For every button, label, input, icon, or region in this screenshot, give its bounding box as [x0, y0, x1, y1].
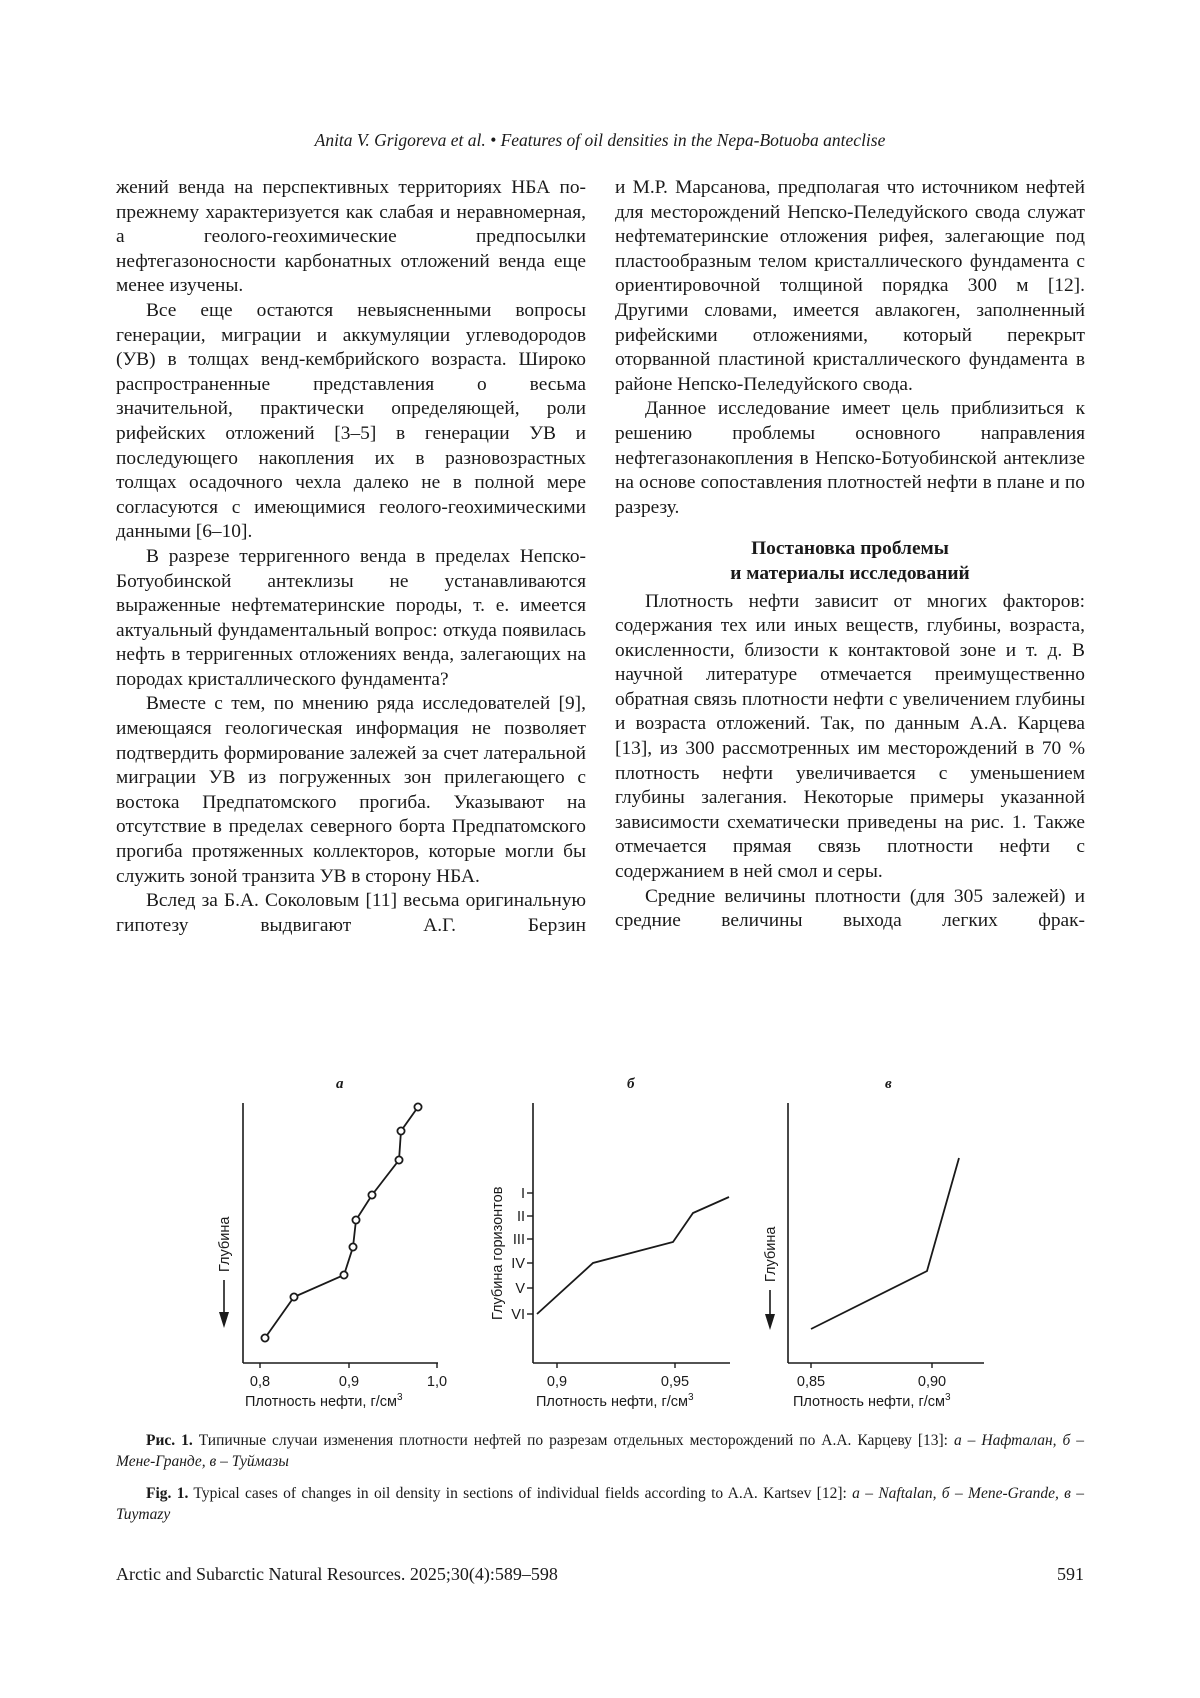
x-axis-title: Плотность нефти, $г/см^3$: [793, 1392, 951, 1410]
y-tick-label: VI: [511, 1307, 525, 1323]
panel-label-b: б: [627, 1076, 635, 1092]
caption-label: Fig. 1.: [146, 1485, 189, 1502]
x-tick-label: 0,90: [917, 1374, 947, 1390]
series-line-tuymazy: [811, 1158, 959, 1329]
caption-items: а – Нафталан, б – Мене-Гранде, в – Туймазы: [116, 1432, 1085, 1470]
figure-1: [0, 1060, 1200, 1430]
x-tick-label: 0,9: [338, 1374, 360, 1390]
figure-caption-ru: [116, 1430, 1084, 1472]
paragraph: Все еще остаются невыясненными вопросы генерации, миграции и аккумуляции углеводородов (УВ) в толщах венд-кембрийского возраста. Широко распространенные представления о весьма значительной, практически определяющей, роли рифейских отложений [3–5] в генерации УВ и последующего накопления их в разновозрастных толщах осадочного чехла далеко не в полной мере согласуются с имеющимися геолого-геохимическими данными [6–10].: [116, 299, 586, 543]
caption-items: а – Naftalan, б – Mene-Grande, в – Tuymazy: [116, 1485, 1084, 1523]
paragraph: Вслед за Б.А. Соколовым [11] весьма оригинальную гипотезу выдвигают А.Г. Берзин: [116, 890, 586, 936]
caption-text: Типичные случаи изменения плотности нефтей по разрезам отдельных месторождений по А.А. Карцеву [13]:: [192, 1432, 954, 1449]
paragraph: и М.Р. Марсанова, предполагая что источником нефтей для месторождений Непско-Пеледуйского свода служат нефтематеринские отложения рифея, залегающие под пластообразным телом кристаллического фундамента с ориентировочной толщиной порядка 300 м [12]. Другими словами, имеется авлакоген, заполненный рифейскими отложениями, который перекрыт оторванной пластиной кристаллического фундамента в районе Непско-Пеледуйского свода.: [615, 177, 1085, 395]
x-axis-title: Плотность нефти, $г/см^3$: [536, 1392, 694, 1410]
caption-label: Рис. 1.: [146, 1432, 193, 1449]
panel-label-v: в: [885, 1076, 892, 1092]
caption-text: Typical cases of changes in oil density in sections of individual fields according to A.A. Kartsev [12]:: [188, 1485, 853, 1502]
section-heading: [615, 537, 1085, 586]
paragraph: Данное исследование имеет цель приблизиться к решению проблемы основного направления нефтегазонакопления в Непско-Ботуобинской антеклизе на основе сопоставления плотностей нефти в плане и по разрезу.: [615, 398, 1085, 518]
x-tick-label: 0,8: [249, 1374, 271, 1390]
x-tick-label: 1,0: [426, 1374, 448, 1390]
y-tick-label: V: [515, 1281, 525, 1297]
right-column: [615, 176, 1085, 934]
data-point-markers: [261, 1103, 421, 1341]
chart-panel-v: [765, 1103, 984, 1368]
y-tick-label: I: [520, 1186, 525, 1202]
journal-citation: Arctic and Subarctic Natural Resources. 2025;30(4):589–598: [116, 1564, 558, 1584]
y-tick-label: III: [512, 1232, 525, 1248]
x-tick-label: 0,9: [546, 1374, 568, 1390]
chart-panel-b: [527, 1103, 730, 1368]
x-tick-label: 0,85: [796, 1374, 826, 1390]
y-axis-title: Глубина: [763, 1226, 779, 1282]
series-line-mene-grande: [537, 1197, 729, 1314]
left-column: [116, 176, 586, 938]
paragraph: Плотность нефти зависит от многих факторов: содержания тех или иных веществ, глубины, возраста, окисленности, близости к контактовой зоне и т. д. В научной литературе отмечается преимущественно обратная связь плотности нефти с увеличением глубины и возраста отложений. Так, по данным А.А. Карцева [13], из 300 рассмотренных им месторождений в 70 % плотность нефти увеличивается с уменьшением глубины залегания. Некоторые примеры указанной зависимости схематически приведены на рис. 1. Также отмечается прямая связь плотности нефти с содержанием в ней смол и серы.: [615, 590, 1085, 883]
y-axis-title: Глубина горизонтов: [490, 1186, 506, 1320]
section-heading-line: и материалы исследований: [730, 562, 970, 584]
section-heading-line: Постановка проблемы: [751, 538, 949, 560]
y-tick-label: IV: [511, 1256, 525, 1272]
running-header: Anita V. Grigoreva et al. • Features of oil densities in the Nepa-Botuoba anteclise: [314, 130, 886, 150]
y-axis-title: Глубина: [217, 1216, 233, 1272]
page-number: 591: [1057, 1564, 1084, 1584]
paragraph: Средние величины плотности (для 305 залежей) и средние величины выхода легких фрак-: [615, 885, 1085, 932]
paragraph: жений венда на перспективных территориях НБА по-прежнему характеризуется как слабая и неравномерная, а геолого-геохимические предпосылки нефтегазоносности карбонатных отложений венда еще менее изучены.: [116, 177, 586, 297]
x-axis-title: Плотность нефти, $г/см^3$: [245, 1392, 403, 1410]
figure-caption-en: [116, 1483, 1084, 1525]
paragraph: Вместе с тем, по мнению ряда исследователей [9], имеющаяся геологическая информация не позволяет подтвердить формирование залежей за счет латеральной миграции УВ из погруженных зон прилегающего с востока Предпатомского прогиба. Указывают на отсутствие в пределах северного борта Предпатомского прогиба протяженных коллекторов, которые могли бы служить зоной транзита УВ в сторону НБА.: [116, 693, 586, 887]
y-tick-label: II: [516, 1209, 525, 1225]
chart-panel-a: [219, 1103, 438, 1368]
x-tick-label: 0,95: [660, 1374, 690, 1390]
figure-chart-svg: [0, 1060, 1200, 1430]
paragraph: В разрезе терригенного венда в пределах Непско-Ботуобинской антеклизы не устанавливаются выраженные нефтематеринские породы, т. е. имеется актуальный фундаментальный вопрос: откуда появилась нефть в терригенных отложениях венда, залегающих на породах кристаллического фундамента?: [116, 545, 586, 690]
series-line-naftalan: [265, 1107, 418, 1338]
page-footer: [116, 1564, 1084, 1585]
panel-label-a: а: [336, 1076, 344, 1092]
